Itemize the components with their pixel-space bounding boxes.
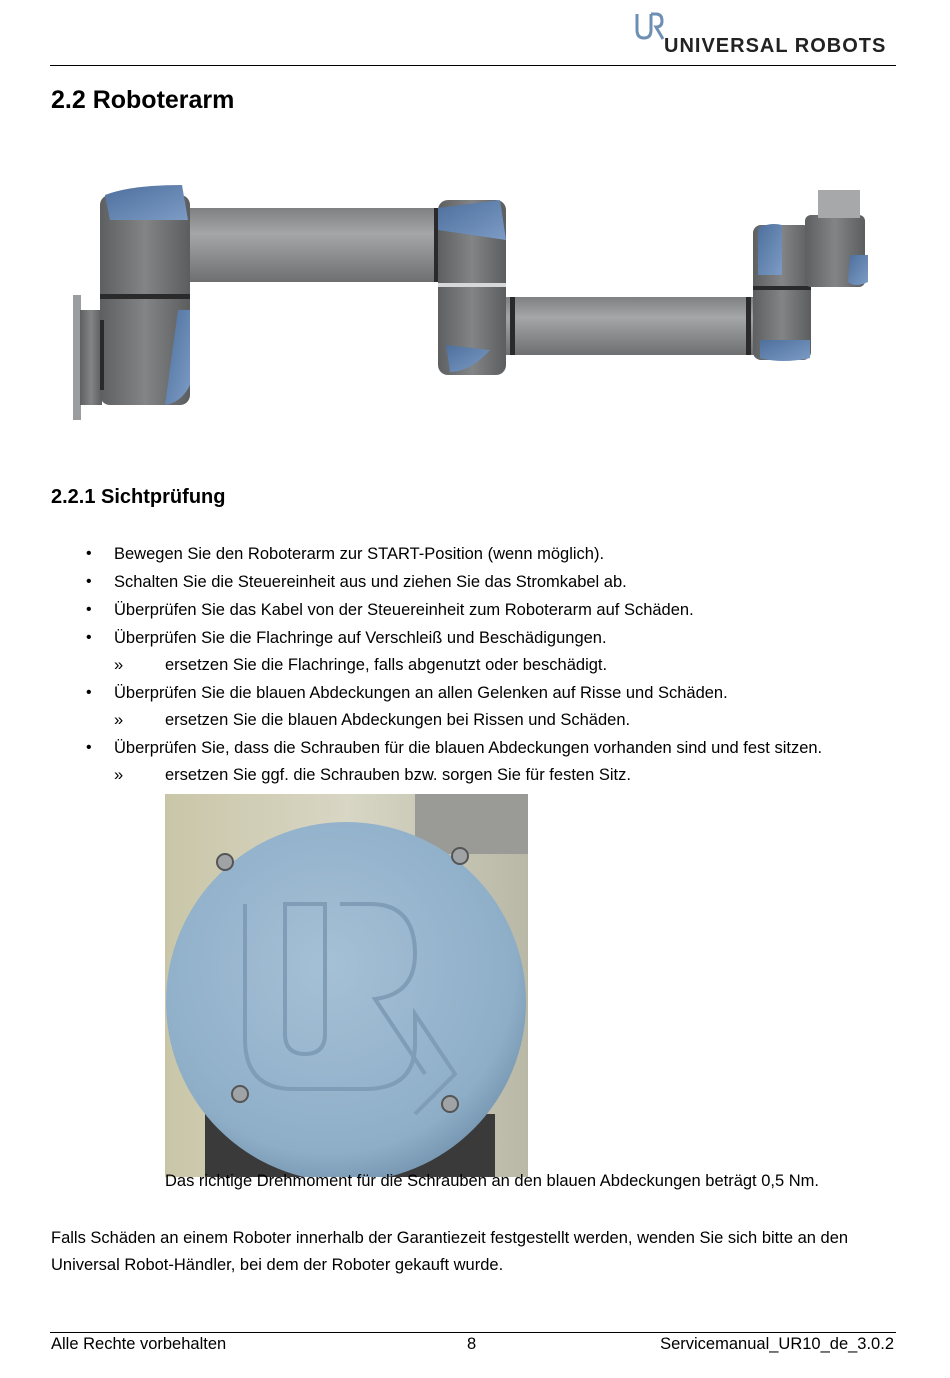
sub-item-marker: » — [114, 656, 124, 674]
ur-logo-icon — [634, 12, 664, 42]
sub-item-text: ersetzen Sie die Flachringe, falls abgenutzt oder beschädigt. — [165, 656, 608, 674]
list-item-text: Bewegen Sie den Roboterarm zur START-Position (wenn möglich). — [114, 545, 605, 563]
page-number: 8 — [467, 1335, 477, 1353]
list-item-text: Überprüfen Sie das Kabel von der Steuereinheit zum Roboterarm auf Schäden. — [114, 601, 694, 619]
bullet-marker: • — [86, 601, 92, 618]
bullet-marker: • — [86, 573, 92, 590]
sub-item-text: ersetzen Sie die blauen Abdeckungen bei Rissen und Schäden. — [165, 711, 631, 729]
brand-logo — [634, 12, 889, 60]
list-item-text: Schalten Sie die Steuereinheit aus und ziehen Sie das Stromkabel ab. — [114, 573, 627, 591]
sub-item-marker: » — [114, 766, 124, 784]
bullet-marker: • — [86, 545, 92, 562]
warranty-paragraph: Falls Schäden an einem Roboter innerhalb der Garantiezeit festgestellt werden, wenden Sie sich bitte an den Universal Robot-Händler, bei dem der Roboter gekauft wurde. — [51, 1229, 849, 1274]
document-id: Servicemanual_UR10_de_3.0.2 — [660, 1335, 894, 1353]
section-title: 2.2 Roboterarm — [51, 86, 235, 114]
robot-arm-illustration — [70, 180, 875, 425]
sub-item-text: ersetzen Sie ggf. die Schrauben bzw. sorgen Sie für festen Sitz. — [165, 766, 631, 784]
footer-copyright: Alle Rechte vorbehalten — [51, 1335, 227, 1353]
photo-caption: Das richtige Drehmoment für die Schrauben an den blauen Abdeckungen beträgt 0,5 Nm. — [165, 1172, 819, 1190]
list-item-text: Überprüfen Sie die blauen Abdeckungen an allen Gelenken auf Risse und Schäden. — [114, 684, 728, 702]
sub-item-marker: » — [114, 711, 124, 729]
blue-cover-photo — [165, 794, 528, 1177]
subsection-title: 2.2.1 Sichtprüfung — [51, 486, 226, 508]
list-item-text: Überprüfen Sie die Flachringe auf Verschleiß und Beschädigungen. — [114, 629, 607, 647]
brand-name: UNIVERSAL ROBOTS — [664, 35, 887, 57]
header-rule — [50, 65, 896, 66]
footer-rule — [50, 1332, 896, 1333]
bullet-marker: • — [86, 739, 92, 756]
bullet-marker: • — [86, 684, 92, 701]
bullet-marker: • — [86, 629, 92, 646]
list-item-text: Überprüfen Sie, dass die Schrauben für die blauen Abdeckungen vorhanden sind und fest sitzen. — [114, 739, 823, 757]
